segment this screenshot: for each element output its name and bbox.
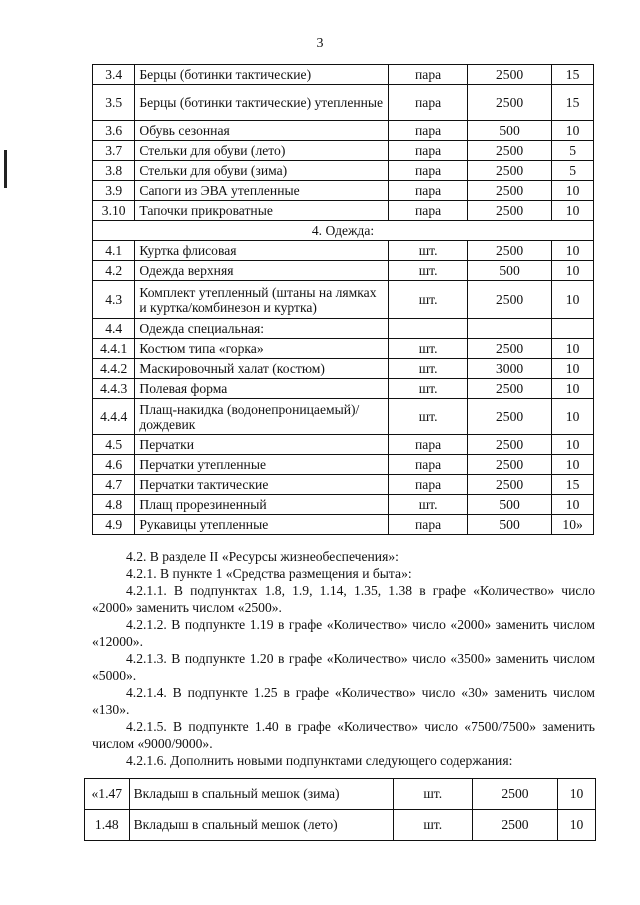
table-row — [93, 399, 594, 435]
scan-margin-mark — [4, 150, 7, 188]
item-name: Плащ-накидка (водонепроницаемый)/ дождевик — [135, 399, 389, 435]
item-period: 10 — [552, 435, 594, 455]
item-unit: шт. — [389, 261, 468, 281]
item-unit: шт. — [389, 379, 468, 399]
item-period: 10 — [558, 810, 596, 841]
paragraph: 4.2.1.3. В подпункте 1.20 в графе «Количество» число «3500» заменить числом «5000». — [92, 651, 595, 683]
item-quantity: 2500 — [467, 435, 551, 455]
supplies-table — [92, 64, 594, 535]
item-unit: пара — [389, 121, 468, 141]
item-name: Перчатки — [135, 435, 389, 455]
table-row — [93, 85, 594, 121]
item-quantity: 2500 — [472, 810, 557, 841]
item-name: Вкладыш в спальный мешок (зима) — [129, 779, 393, 810]
item-name: Куртка флисовая — [135, 241, 389, 261]
row-number: 4.3 — [93, 281, 135, 319]
item-name: Перчатки утепленные — [135, 455, 389, 475]
section-title: 4. Одежда: — [93, 221, 594, 241]
row-number: 4.1 — [93, 241, 135, 261]
table-row — [93, 319, 594, 339]
item-quantity: 2500 — [472, 779, 557, 810]
item-quantity — [467, 319, 551, 339]
item-unit: шт. — [389, 339, 468, 359]
item-unit: шт. — [389, 241, 468, 261]
table-row — [93, 121, 594, 141]
item-quantity: 2500 — [467, 281, 551, 319]
item-name: Тапочки прикроватные — [135, 201, 389, 221]
item-unit: пара — [389, 65, 468, 85]
row-number: 4.9 — [93, 515, 135, 535]
item-unit — [389, 319, 468, 339]
item-name: Комплект утепленный (штаны на лямках и куртка/комбинезон и куртка) — [135, 281, 389, 319]
table-row — [93, 181, 594, 201]
item-quantity: 2500 — [467, 201, 551, 221]
row-number: 4.8 — [93, 495, 135, 515]
section-title-row — [93, 221, 594, 241]
item-name: Перчатки тактические — [135, 475, 389, 495]
table-row — [93, 161, 594, 181]
item-period: 10 — [552, 201, 594, 221]
table-row — [85, 779, 596, 810]
row-number: 4.4.4 — [93, 399, 135, 435]
table-row — [93, 141, 594, 161]
table-row — [93, 475, 594, 495]
paragraph: 4.2.1.1. В подпунктах 1.8, 1.9, 1.14, 1.35, 1.38 в графе «Количество» число «2000» заменить числом «2500». — [92, 583, 595, 615]
new-items-table — [84, 778, 596, 841]
amendment-text — [92, 548, 595, 769]
table-row — [93, 495, 594, 515]
item-quantity: 2500 — [467, 379, 551, 399]
paragraph: 4.2.1.6. Дополнить новыми подпунктами следующего содержания: — [126, 753, 513, 768]
item-period: 5 — [552, 161, 594, 181]
row-number: 4.6 — [93, 455, 135, 475]
item-quantity: 500 — [467, 121, 551, 141]
table-row — [93, 515, 594, 535]
item-name: Сапоги из ЭВА утепленные — [135, 181, 389, 201]
row-number: 4.4.1 — [93, 339, 135, 359]
item-unit: пара — [389, 161, 468, 181]
table-row — [93, 281, 594, 319]
row-number: 4.7 — [93, 475, 135, 495]
item-name: Маскировочный халат (костюм) — [135, 359, 389, 379]
item-name: Плащ прорезиненный — [135, 495, 389, 515]
item-period: 15 — [552, 475, 594, 495]
table-row — [85, 810, 596, 841]
item-unit: пара — [389, 85, 468, 121]
item-period: 15 — [552, 65, 594, 85]
item-period — [552, 319, 594, 339]
item-name: Одежда специальная: — [135, 319, 389, 339]
item-unit: шт. — [389, 281, 468, 319]
item-period: 10 — [552, 495, 594, 515]
paragraph: 4.2.1.4. В подпункте 1.25 в графе «Количество» число «30» заменить числом «130». — [92, 685, 595, 717]
item-period: 5 — [552, 141, 594, 161]
item-unit: пара — [389, 435, 468, 455]
item-period: 10 — [552, 121, 594, 141]
row-number: 3.8 — [93, 161, 135, 181]
item-name: Костюм типа «горка» — [135, 339, 389, 359]
row-number: 4.5 — [93, 435, 135, 455]
item-quantity: 2500 — [467, 161, 551, 181]
row-number: 3.10 — [93, 201, 135, 221]
row-number: 3.4 — [93, 65, 135, 85]
item-unit: шт. — [393, 779, 472, 810]
item-quantity: 2500 — [467, 241, 551, 261]
item-period: 10 — [552, 399, 594, 435]
item-name: Стельки для обуви (лето) — [135, 141, 389, 161]
paragraph: 4.2.1.5. В подпункте 1.40 в графе «Количество» число «7500/7500» заменить числом «9000/9000». — [92, 719, 595, 751]
item-period: 10 — [552, 281, 594, 319]
item-quantity: 2500 — [467, 455, 551, 475]
item-name: Полевая форма — [135, 379, 389, 399]
table-row — [93, 455, 594, 475]
item-period: 10 — [558, 779, 596, 810]
row-number: 3.7 — [93, 141, 135, 161]
item-unit: шт. — [389, 359, 468, 379]
table-row — [93, 359, 594, 379]
item-quantity: 2500 — [467, 339, 551, 359]
row-number: 3.9 — [93, 181, 135, 201]
row-number: «1.47 — [85, 779, 130, 810]
item-quantity: 2500 — [467, 85, 551, 121]
paragraph: 4.2.1. В пункте 1 «Средства размещения и быта»: — [126, 566, 412, 581]
item-unit: шт. — [389, 399, 468, 435]
row-number: 3.5 — [93, 85, 135, 121]
item-period: 10 — [552, 455, 594, 475]
item-quantity: 500 — [467, 495, 551, 515]
item-name: Одежда верхняя — [135, 261, 389, 281]
paragraph: 4.2. В разделе II «Ресурсы жизнеобеспечения»: — [126, 549, 399, 564]
item-unit: шт. — [389, 495, 468, 515]
table-row — [93, 339, 594, 359]
item-name: Вкладыш в спальный мешок (лето) — [129, 810, 393, 841]
item-period: 10 — [552, 359, 594, 379]
item-quantity: 2500 — [467, 181, 551, 201]
item-quantity: 500 — [467, 515, 551, 535]
item-period: 10 — [552, 241, 594, 261]
item-unit: шт. — [393, 810, 472, 841]
item-period: 10» — [552, 515, 594, 535]
row-number: 4.4.2 — [93, 359, 135, 379]
table-row — [93, 261, 594, 281]
item-period: 10 — [552, 379, 594, 399]
table-row — [93, 435, 594, 455]
item-name: Берцы (ботинки тактические) утепленные — [135, 85, 389, 121]
row-number: 4.4.3 — [93, 379, 135, 399]
row-number: 3.6 — [93, 121, 135, 141]
item-quantity: 2500 — [467, 65, 551, 85]
table-row — [93, 201, 594, 221]
item-unit: пара — [389, 201, 468, 221]
row-number: 1.48 — [85, 810, 130, 841]
item-period: 10 — [552, 339, 594, 359]
item-name: Обувь сезонная — [135, 121, 389, 141]
item-quantity: 2500 — [467, 475, 551, 495]
item-quantity: 2500 — [467, 141, 551, 161]
row-number: 4.4 — [93, 319, 135, 339]
item-name: Берцы (ботинки тактические) — [135, 65, 389, 85]
item-name: Стельки для обуви (зима) — [135, 161, 389, 181]
table-row — [93, 65, 594, 85]
page-number: 3 — [316, 36, 324, 51]
item-quantity: 2500 — [467, 399, 551, 435]
item-unit: пара — [389, 515, 468, 535]
paragraph: 4.2.1.2. В подпункте 1.19 в графе «Количество» число «2000» заменить числом «12000». — [92, 617, 595, 649]
item-period: 15 — [552, 85, 594, 121]
item-unit: пара — [389, 455, 468, 475]
table-row — [93, 379, 594, 399]
item-quantity: 500 — [467, 261, 551, 281]
item-unit: пара — [389, 181, 468, 201]
item-unit: пара — [389, 141, 468, 161]
table-row — [93, 241, 594, 261]
item-unit: пара — [389, 475, 468, 495]
item-quantity: 3000 — [467, 359, 551, 379]
item-name: Рукавицы утепленные — [135, 515, 389, 535]
item-period: 10 — [552, 261, 594, 281]
row-number: 4.2 — [93, 261, 135, 281]
item-period: 10 — [552, 181, 594, 201]
